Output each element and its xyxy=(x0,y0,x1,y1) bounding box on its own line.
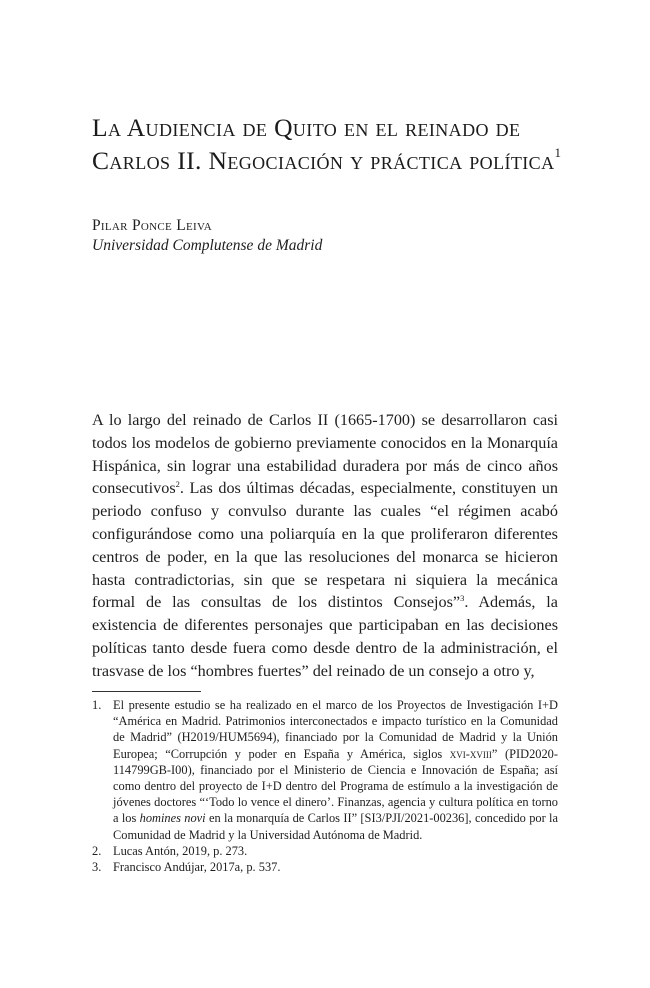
footnote-ref-1[interactable]: 1 xyxy=(554,145,562,160)
chapter-title xyxy=(92,111,562,177)
footnote-text: ” (PID2020-114799GB-I00), financiado por el Ministerio de Ciencia e Innovación de España; así como dentro del proyecto de I+D dentro del Programa de estímulo a la investigación de jóvenes doctores “‘Todo lo vence el dinero’. Finanzas, agencia y cultura política en torno a los xyxy=(113,746,558,826)
author-name: Pilar Ponce Leiva xyxy=(92,217,213,234)
footnote-3 xyxy=(92,859,558,875)
footnote-ref-2[interactable]: 2 xyxy=(175,479,180,490)
author-affiliation: Universidad Complutense de Madrid xyxy=(92,237,323,254)
footnote-text: El presente estudio se ha realizado en el marco de los Proyectos de Investigación I+D “América en Madrid. Patrimonios interconectados e impacto turístico en la Comunidad de Madrid” (H2019/HUM5694), financiado por la Comunidad de Madrid y la Unión Europea; “Corrupción y poder en España y América, siglos xyxy=(113,698,558,761)
footnote-number: 3. xyxy=(92,860,102,875)
body-paragraph xyxy=(92,409,558,683)
footnote-text: en la monarquía de Carlos II” [SI3/PJI/2021-00236], concedido por la Comunidad de Madrid y la Universidad Autónoma de Madrid. xyxy=(113,811,558,842)
footnote-2 xyxy=(92,843,558,859)
footnote-text: Lucas Antón, 2019, p. 273. xyxy=(113,843,248,858)
footnote-number: 1. xyxy=(92,698,102,712)
footnote-ref-3[interactable]: 3 xyxy=(460,593,465,604)
footnote-centuries: xvi-xviii xyxy=(449,746,492,761)
body-text-part-1: A lo largo del reinado de Carlos II (1665-1700) se desarrollaron casi todos los modelos de gobierno previamente conocidos en la Monarquía Hispánica, sin lograr una estabilidad duradera por más de cinco años consecutivos xyxy=(92,411,558,498)
body-text-part-3: . Además, la existencia de diferentes personajes que participaban en las decisiones políticas tanto desde fuera como desde dentro de la administración, el trasvase de los “hombres fuertes” del reinado de un consejo a otro y, xyxy=(92,593,558,680)
footnote-text: Francisco Andújar, 2017a, p. 537. xyxy=(113,860,281,875)
footnote-1 xyxy=(92,697,558,843)
footnote-italic-term: homines novi xyxy=(139,811,206,826)
chapter-title-text: La Audiencia de Quito en el reinado de Carlos II. Negociación y práctica política xyxy=(92,113,555,175)
footnote-separator xyxy=(92,691,201,692)
footnotes-list xyxy=(92,697,558,875)
footnote-number: 2. xyxy=(92,843,102,858)
body-text-part-2: . Las dos últimas décadas, especialmente, constituyen un periodo confuso y convulso durante las cuales “el régimen acabó configurándose como una poliarquía en la que proliferaron diferentes centros de poder, en la que las resoluciones del monarca se hicieron hasta contradictorias, sin que se respetara ni siquiera la mecánica formal de las consultas de los distintos Consejos” xyxy=(92,479,558,612)
